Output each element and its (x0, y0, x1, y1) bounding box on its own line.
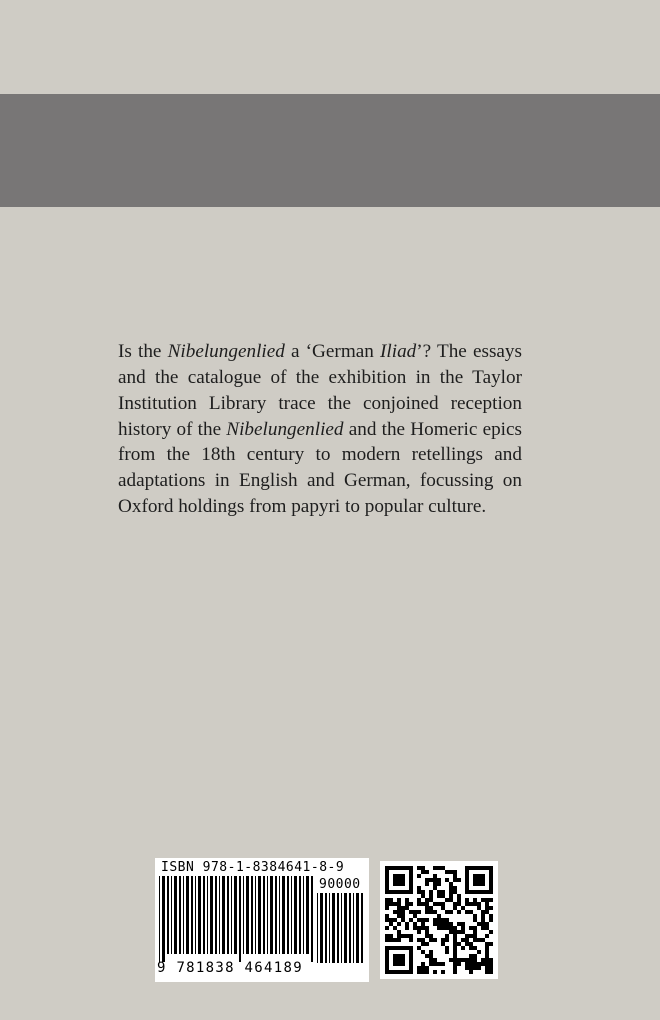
isbn-label: ISBN 978-1-8384641-8-9 (161, 860, 345, 875)
blurb-text-1: Is the (118, 341, 168, 363)
qr-code-icon (385, 866, 493, 974)
blurb-title-iliad: Iliad (380, 341, 417, 363)
ean-digits: 9 781838 464189 (157, 960, 303, 976)
blurb-title-nibelungenlied: Nibelungenlied (167, 341, 285, 363)
blurb-text-3: ’? The essays and the catalogue of the exhibition in the Taylor Institution Library trace the conjoined reception history of the (118, 341, 522, 440)
blurb-text-4: and the Homeric epics from the 18th century to modern retellings and adaptations in English and German, focussing on Oxford holdings from papyri to popular culture. (118, 418, 522, 517)
back-cover-blurb (118, 339, 522, 520)
isbn-barcode (155, 858, 369, 982)
qr-code (380, 861, 498, 979)
blurb-text-2: a ‘German (284, 341, 381, 363)
top-color-band (0, 94, 660, 207)
addon-barcode-bars (317, 893, 365, 963)
blurb-title-nibelungenlied-2: Nibelungenlied (226, 418, 344, 440)
ean-barcode-bars (159, 876, 315, 962)
price-code-label: 90000 (319, 877, 361, 892)
